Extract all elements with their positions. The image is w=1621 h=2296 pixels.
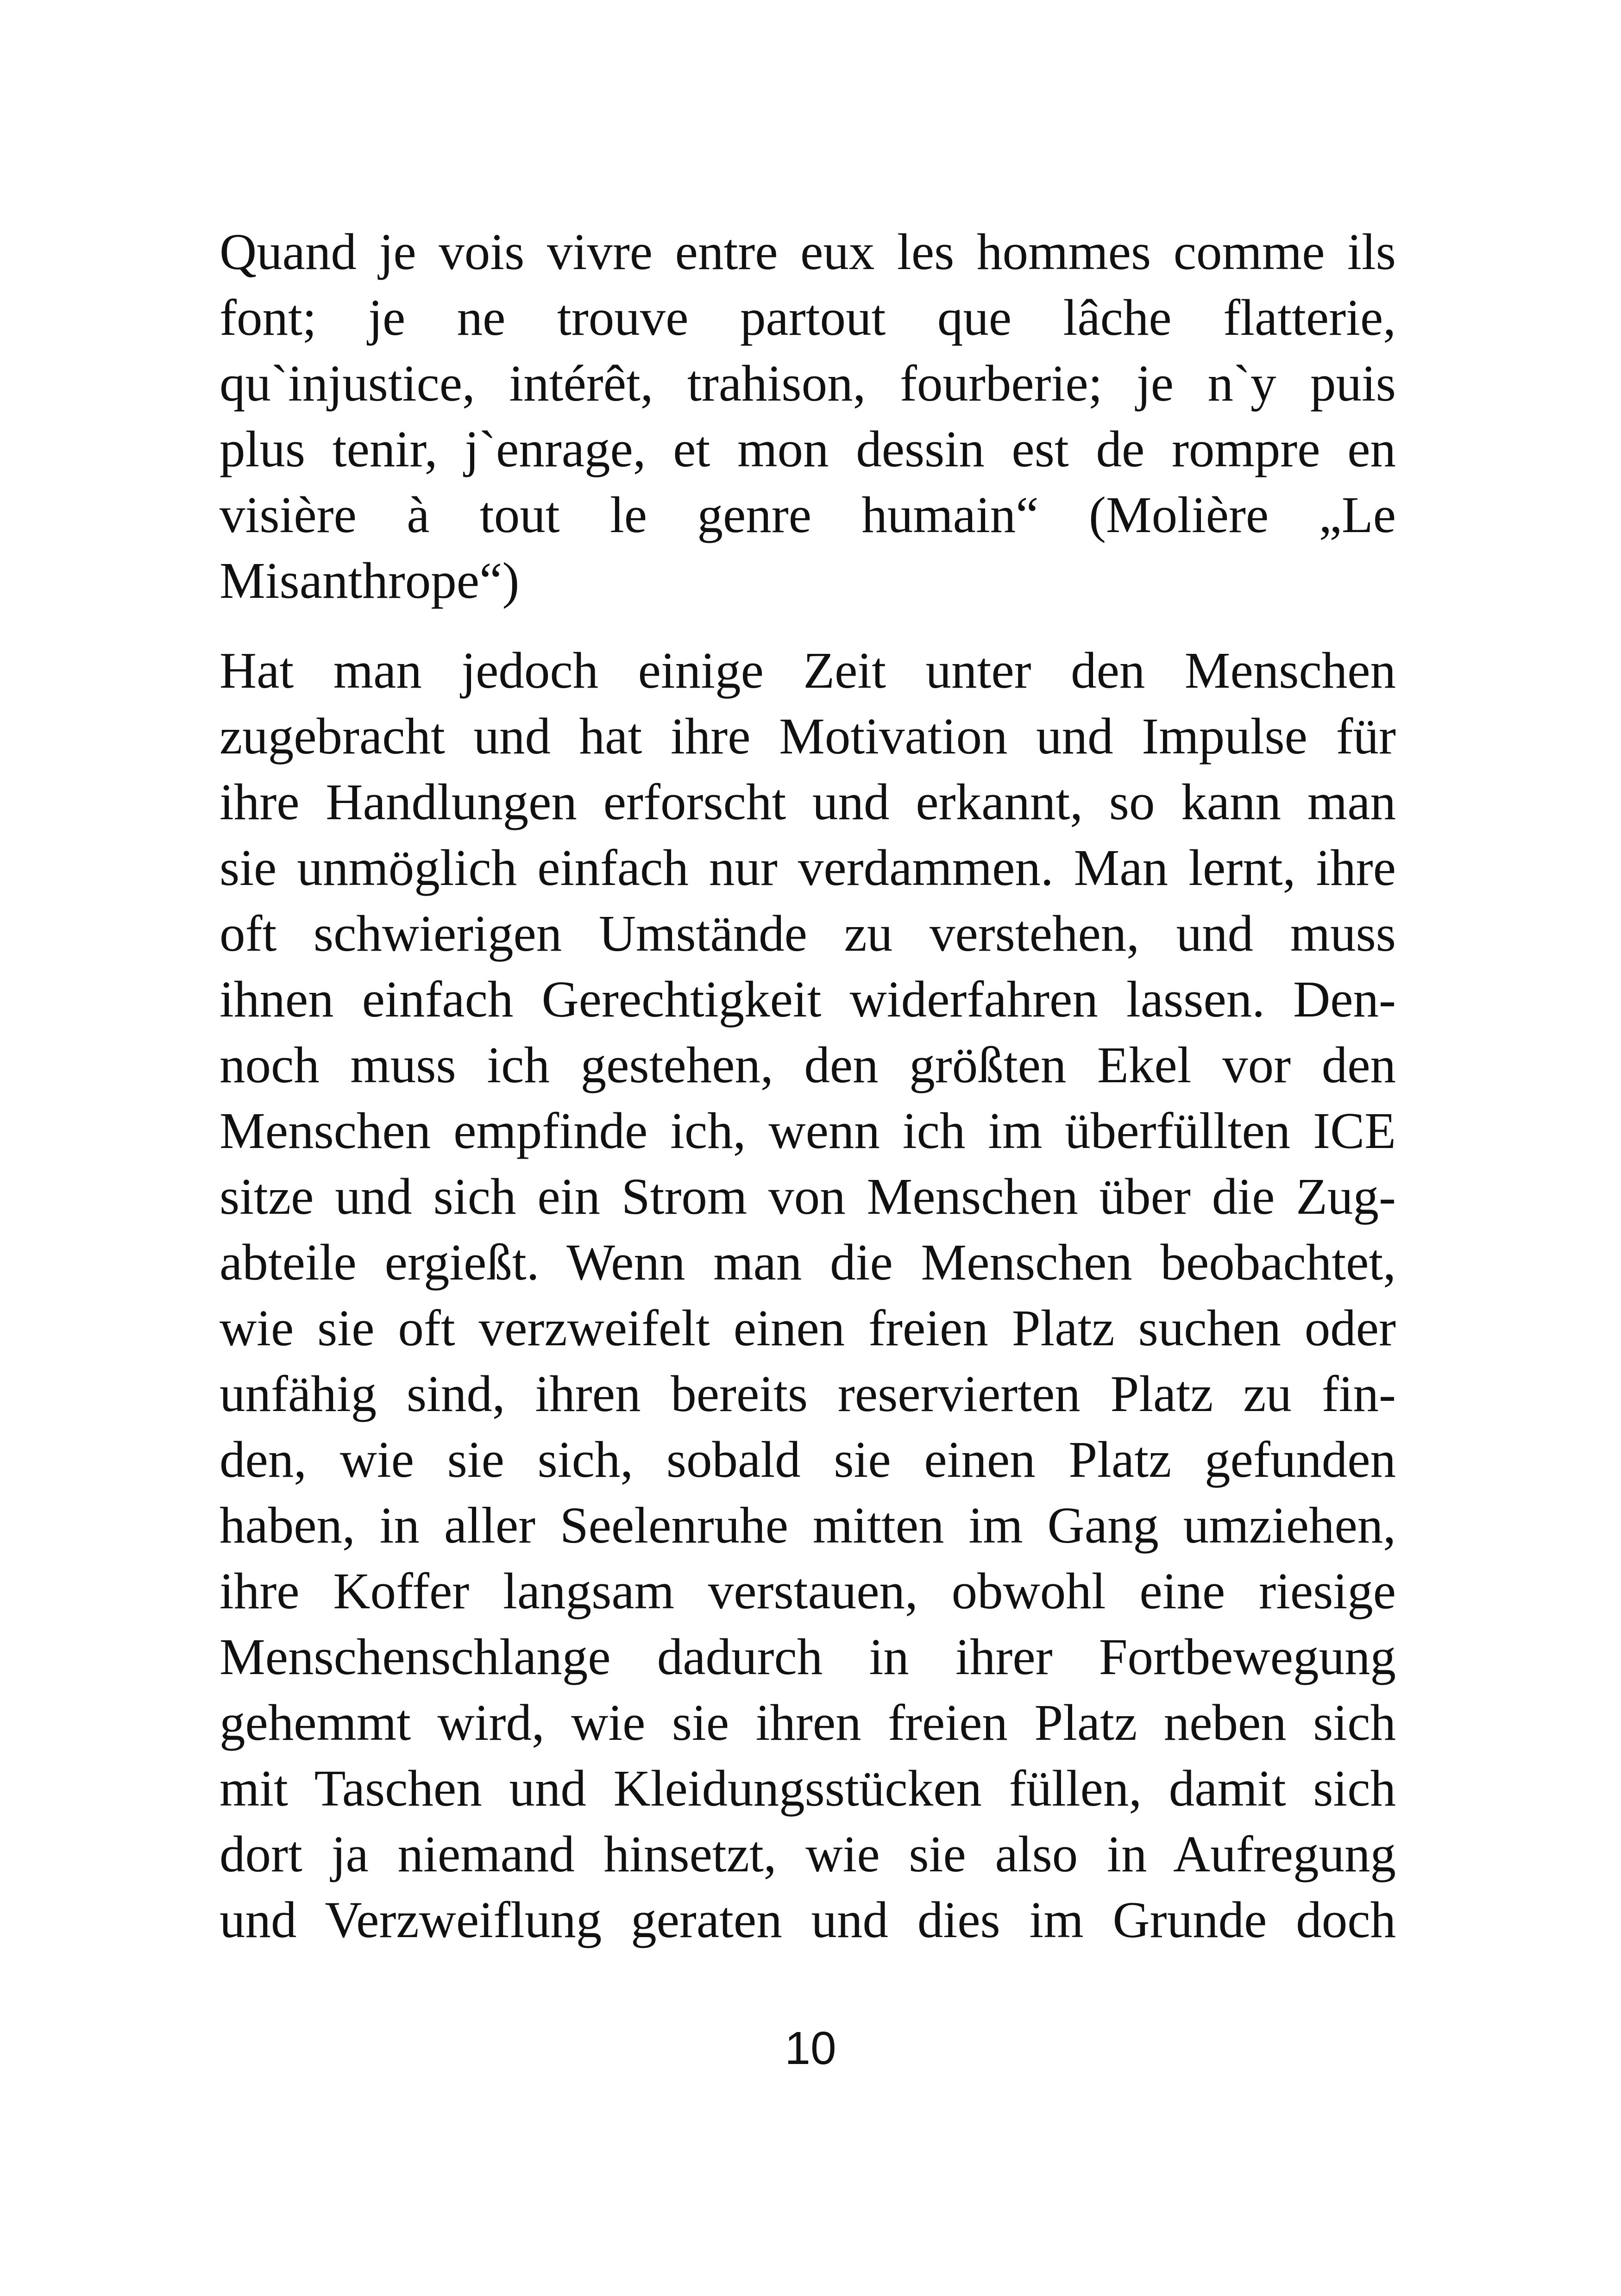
page-number: 10: [785, 2022, 836, 2074]
text-line: dort ja niemand hinsetzt, wie sie also in Aufregung: [220, 1826, 1396, 1883]
text-line: zugebracht und hat ihre Motivation und Impulse für: [220, 708, 1396, 765]
text-line: Hat man jedoch einige Zeit unter den Menschen: [220, 642, 1396, 699]
text-line: abteile ergießt. Wenn man die Menschen beobachtet,: [220, 1234, 1396, 1291]
text-line: noch muss ich gestehen, den größten Ekel vor den: [220, 1037, 1396, 1094]
text-line: ihre Handlungen erforscht und erkannt, so kann man: [220, 774, 1396, 831]
text-line: qu`injustice, intérêt, trahison, fourberie; je n`y puis: [220, 355, 1396, 412]
text-line: Menschen empfinde ich, wenn ich im überfüllten ICE: [220, 1103, 1396, 1160]
text-line: ihre Koffer langsam verstauen, obwohl eine riesige: [220, 1563, 1396, 1620]
text-line: gehemmt wird, wie sie ihren freien Platz neben sich: [220, 1694, 1396, 1751]
text-line: und Verzweiflung geraten und dies im Grunde doch: [220, 1892, 1396, 1949]
text-line: oft schwierigen Umstände zu verstehen, und muss: [220, 905, 1396, 962]
text-line: plus tenir, j`enrage, et mon dessin est de rompre en: [220, 421, 1396, 478]
paragraph-quote: [220, 220, 1396, 614]
text-line: ihnen einfach Gerechtigkeit widerfahren lassen. Den-: [220, 971, 1396, 1028]
text-line: font; je ne trouve partout que lâche flatterie,: [220, 289, 1396, 346]
text-line: sitze und sich ein Strom von Menschen über die Zug-: [220, 1168, 1396, 1225]
text-line: Misanthrope“): [220, 552, 520, 609]
paragraph-body: [220, 638, 1396, 1953]
text-line: Menschenschlange dadurch in ihrer Fortbewegung: [220, 1629, 1396, 1686]
text-line: mit Taschen und Kleidungsstücken füllen, damit sich: [220, 1760, 1396, 1817]
text-line: wie sie oft verzweifelt einen freien Platz suchen oder: [220, 1300, 1396, 1357]
text-line: den, wie sie sich, sobald sie einen Platz gefunden: [220, 1431, 1396, 1488]
text-line: unfähig sind, ihren bereits reservierten Platz zu fin-: [220, 1366, 1396, 1423]
text-line: haben, in aller Seelenruhe mitten im Gang umziehen,: [220, 1497, 1396, 1554]
text-line: sie unmöglich einfach nur verdammen. Man lernt, ihre: [220, 840, 1396, 897]
text-line: Quand je vois vivre entre eux les hommes comme ils: [220, 224, 1396, 281]
text-line: visière à tout le genre humain“ (Molière „Le: [220, 487, 1396, 544]
